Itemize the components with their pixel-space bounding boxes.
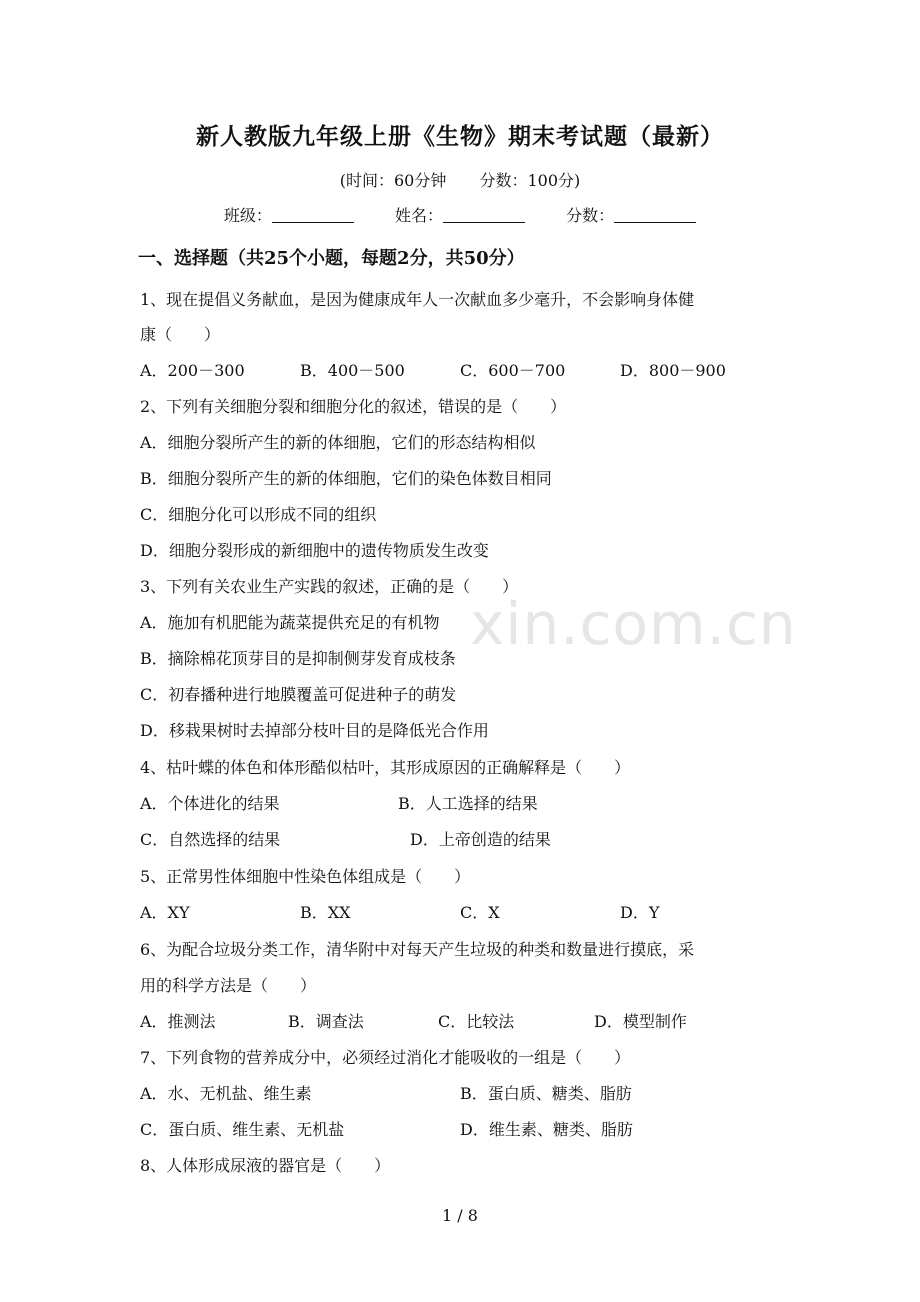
q4-option-d: D．上帝创造的结果	[410, 830, 551, 849]
class-label: 班级：	[223, 206, 272, 225]
q4-stem: 4、枯叶蝶的体色和体形酷似枯叶，其形成原因的正确解释是（ ）	[140, 758, 631, 777]
q7-option-b: B．蛋白质、糖类、脂肪	[460, 1084, 632, 1103]
class-blank	[272, 206, 354, 223]
name-label: 姓名：	[394, 206, 443, 225]
q1-stem-line1: 1、现在提倡义务献血，是因为健康成年人一次献血多少毫升，不会影响身体健	[140, 290, 695, 309]
page-title: 新人教版九年级上册《生物》期末考试题（最新）	[196, 123, 724, 150]
q6-option-b: B．调查法	[288, 1012, 364, 1031]
name-blank	[443, 206, 525, 223]
watermark-text: xin.com.cn	[470, 590, 797, 658]
score-field	[566, 203, 696, 226]
q1-stem-line2: 康（ ）	[140, 325, 221, 344]
name-field	[395, 203, 525, 226]
section-title: 一、选择题（共25个小题，每题2分，共50分）	[138, 248, 525, 269]
q2-option-b: B．细胞分裂所产生的新的体细胞，它们的染色体数目相同	[140, 469, 552, 488]
q2-option-d: D．细胞分裂形成的新细胞中的遗传物质发生改变	[140, 541, 489, 560]
q6-option-d: D．模型制作	[594, 1012, 687, 1031]
student-info	[0, 203, 920, 226]
q1-option-a: A．200－300	[140, 361, 245, 380]
q7-option-c: C．蛋白质、维生素、无机盐	[140, 1120, 345, 1139]
q7-option-a: A．水、无机盐、维生素	[140, 1084, 312, 1103]
exam-meta	[0, 168, 920, 191]
q5-option-c: C．X	[460, 903, 500, 922]
q2-stem: 2、下列有关细胞分裂和细胞分化的叙述，错误的是（ ）	[140, 397, 567, 416]
q7-stem: 7、下列食物的营养成分中，必须经过消化才能吸收的一组是（ ）	[140, 1048, 631, 1067]
q3-stem: 3、下列有关农业生产实践的叙述，正确的是（ ）	[140, 577, 519, 596]
score-blank	[614, 206, 696, 223]
page-number: 1 / 8	[442, 1206, 478, 1225]
q6-option-c: C．比较法	[438, 1012, 515, 1031]
q6-stem-line2: 用的科学方法是（ ）	[140, 976, 317, 995]
q1-option-c: C．600－700	[460, 361, 566, 380]
q1-option-d: D．800－900	[620, 361, 726, 380]
q8-stem: 8、人体形成尿液的器官是（ ）	[140, 1156, 391, 1175]
q4-option-a: A．个体进化的结果	[140, 794, 280, 813]
q5-stem: 5、正常男性体细胞中性染色体组成是（ ）	[140, 867, 471, 886]
q5-option-b: B．XX	[300, 903, 351, 922]
q5-option-d: D．Y	[620, 903, 660, 922]
q3-option-c: C．初春播种进行地膜覆盖可促进种子的萌发	[140, 685, 457, 704]
exam-time: (时间：60分钟	[339, 171, 447, 190]
score-label: 分数：	[566, 206, 615, 225]
q4-option-b: B．人工选择的结果	[398, 794, 538, 813]
class-field	[224, 203, 354, 226]
q2-option-a: A．细胞分裂所产生的新的体细胞，它们的形态结构相似	[140, 433, 536, 452]
q3-option-a: A．施加有机肥能为蔬菜提供充足的有机物	[140, 613, 440, 632]
q6-option-a: A．推测法	[140, 1012, 216, 1031]
q7-option-d: D．维生素、糖类、脂肪	[460, 1120, 633, 1139]
q5-option-a: A．XY	[140, 903, 190, 922]
q3-option-d: D．移栽果树时去掉部分枝叶目的是降低光合作用	[140, 721, 489, 740]
exam-score-total: 分数：100分)	[479, 171, 581, 190]
q4-option-c: C．自然选择的结果	[140, 830, 281, 849]
q1-option-b: B．400－500	[300, 361, 405, 380]
q2-option-c: C．细胞分化可以形成不同的组织	[140, 505, 377, 524]
q6-stem-line1: 6、为配合垃圾分类工作，清华附中对每天产生垃圾的种类和数量进行摸底，采	[140, 940, 695, 959]
q3-option-b: B．摘除棉花顶芽目的是抑制侧芽发育成枝条	[140, 649, 456, 668]
